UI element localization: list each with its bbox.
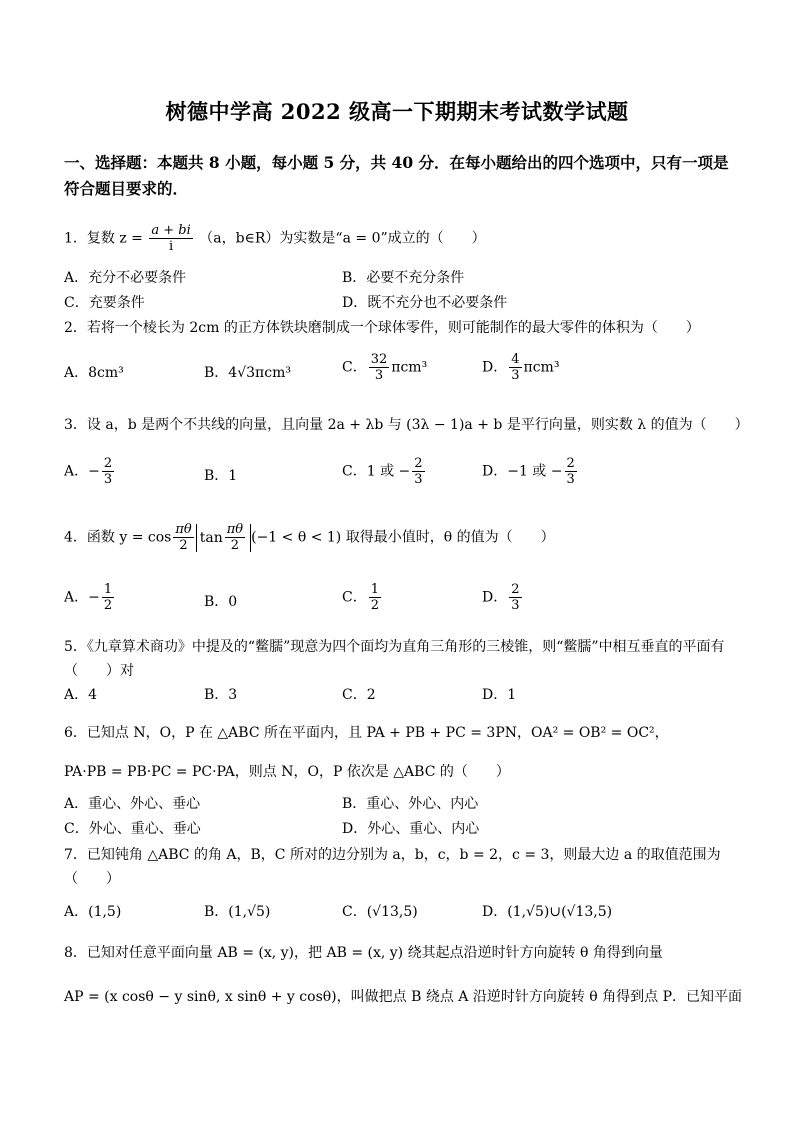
q6-option-c[interactable]: C．外心、重心、垂心 (64, 821, 201, 837)
q5-option-a[interactable]: A．4 (64, 687, 98, 703)
question-4-stem: 4．函数 y = cos $\frac{\pi\theta}{2}$ tan $\frac{\pi\theta}{2}$ (−1 < θ < 1) 取得最小值时，θ 的值为（ ） (64, 522, 555, 553)
question-8-line-2: AP = (x cosθ − y sinθ, x sinθ + y cosθ)，叫做把点 B 绕点 A 沿逆时针方向旋转 θ 角得到点 P．已知平面 (64, 989, 743, 1005)
q5-option-b[interactable]: B．3 (204, 687, 238, 703)
q2-d-fraction: $\frac{4}{3}$ (511, 352, 520, 383)
q2-option-a[interactable]: A．8cm³ (64, 365, 124, 381)
q6-option-b[interactable]: B．重心、外心、内心 (342, 796, 479, 812)
q4-option-a[interactable]: A．− $\frac{1}{2}$ (64, 582, 113, 613)
q1-denominator: i (168, 239, 174, 254)
q7-option-c[interactable]: C．(√13,5) (342, 904, 418, 920)
q1-fraction (149, 223, 192, 254)
q6-option-a[interactable]: A．重心、外心、垂心 (64, 796, 201, 812)
q4-option-b[interactable]: B．0 (204, 594, 238, 610)
q7-option-d[interactable]: D．(1,√5)∪(√13,5) (482, 904, 613, 920)
q1-option-b[interactable]: B．必要不充分条件 (342, 270, 465, 286)
q1-option-c[interactable]: C．充要条件 (64, 295, 145, 311)
q2-option-d[interactable]: D． $\frac{4}{3}$ πcm³ (482, 352, 560, 383)
q7-option-a[interactable]: A．(1,5) (64, 904, 122, 920)
page-title: 树德中学高 2022 级高一下期期末考试数学试题 (165, 99, 629, 124)
q2-c-fraction: $\frac{32}{3}$ (370, 352, 388, 383)
q4-absolute-value: tan $\frac{\pi\theta}{2}$ (196, 524, 251, 552)
q1-numerator: a + bi (151, 223, 191, 238)
question-2-stem: 2．若将一个棱长为 2cm 的正方体铁块磨制成一个球体零件，则可能制作的最大零件的体积为（ ） (64, 320, 700, 336)
section-heading: 一、选择题：本题共 8 小题，每小题 5 分，共 40 分．在每小题给出的四个选项中，只有一项是符合题目要求的． (64, 153, 729, 198)
q1-option-a[interactable]: A．充分不必要条件 (64, 270, 187, 286)
q3-option-b[interactable]: B．1 (204, 468, 238, 484)
q3-option-a[interactable]: A．− $\frac{2}{3}$ (64, 456, 113, 487)
q5-option-d[interactable]: D．1 (482, 687, 517, 703)
q1-suffix: （a，b∈R）为实数是“a = 0”成立的（ ） (199, 230, 486, 247)
q4-option-c[interactable]: C． $\frac{1}{2}$ (342, 582, 379, 613)
question-5-stem: 5．《九章算术商功》中提及的“鳖臑”现意为四个面均为直角三角形的三棱锥，则“鳖臑”中相互垂直的平面有（ ）对 (64, 639, 725, 679)
q1-prefix: 1．复数 z = (64, 230, 143, 247)
question-6-line-2: PA·PB = PB·PC = PC·PA，则点 N，O，P 依次是 △ABC 的（ ） (64, 764, 510, 780)
q7-option-b[interactable]: B．(1,√5) (204, 904, 271, 920)
q1-option-d[interactable]: D．既不充分也不必要条件 (342, 295, 508, 311)
question-6-line-1: 6．已知点 N，O，P 在 △ABC 所在平面内，且 PA + PB + PC = 3PN，OA² = OB² = OC²， (64, 725, 669, 741)
question-1-stem (64, 223, 734, 254)
question-3-stem: 3．设 a，b 是两个不共线的向量，且向量 2a + λb 与 (3λ − 1)a + b 是平行向量，则实数 λ 的值为（ ） (64, 417, 749, 433)
q3-option-c[interactable]: C．1 或 − $\frac{2}{3}$ (342, 456, 423, 487)
q2-option-b[interactable]: B．4√3πcm³ (204, 365, 291, 381)
q6-option-d[interactable]: D．外心、重心、内心 (342, 821, 480, 837)
question-8-line-1: 8．已知对任意平面向量 AB = (x, y)，把 AB = (x, y) 绕其起点沿逆时针方向旋转 θ 角得到向量 (64, 945, 663, 961)
q2-option-c[interactable]: C． $\frac{32}{3}$ πcm³ (342, 352, 428, 383)
question-7-stem: 7．已知钝角 △ABC 的角 A，B，C 所对的边分别为 a，b，c，b = 2，c = 3，则最大边 a 的取值范围为（ ） (64, 847, 721, 887)
q4-option-d[interactable]: D． $\frac{2}{3}$ (482, 582, 520, 613)
q5-option-c[interactable]: C．2 (342, 687, 376, 703)
q3-option-d[interactable]: D．−1 或 − $\frac{2}{3}$ (482, 456, 575, 487)
